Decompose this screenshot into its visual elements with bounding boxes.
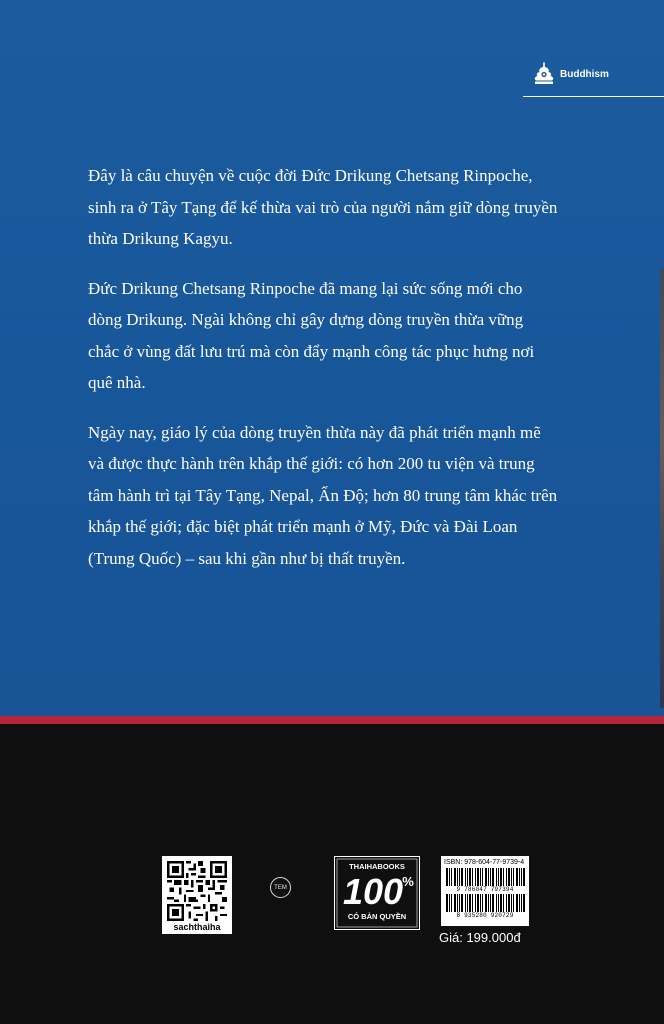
front-cover-edge [660,268,664,708]
brand-rule-line [523,96,664,97]
red-divider-band [0,716,664,724]
barcode-digits-bottom [444,912,526,919]
stupa-logo-icon [533,62,555,86]
tem-label: TEM [274,884,287,891]
barcode-number-bottom: 935280 920729 [464,912,514,919]
tem-stamp [270,877,291,898]
badge-percent: 100 [342,871,404,912]
badge-publisher: THAIHABOOKS [349,862,405,871]
series-brand-label: Buddhism [560,68,609,80]
copyright-badge [334,856,420,930]
barcode-prefix-bottom: 8 [456,912,461,919]
back-cover-blurb [88,160,558,592]
qr-code-card[interactable] [162,856,232,934]
qr-code-icon [167,861,227,921]
qr-caption: sachthaiha [173,922,221,932]
series-brand [533,62,609,86]
barcode-bottom-icon [444,894,526,912]
badge-tagline: CÓ BẢN QUYỀN [347,912,407,921]
barcode-number-top: 786047 797394 [464,886,514,893]
black-footer-band [0,724,664,1024]
blurb-paragraph: Ngày nay, giáo lý của dòng truyền thừa này đã phát triển mạnh mẽ và được thực hành trên khắp thế giới: có hơn 200 tu viện và trung tâm hành trì tại Tây Tạng, Nepal, Ấn Độ; hơn 80 trung tâm khác trên khắp thế giới; đặc biệt phát triển mạnh ở Mỹ, Đức và Đài Loan (Trung Quốc) – sau khi gần như bị thất truyền. [88,422,558,568]
blurb-paragraph: Đức Drikung Chetsang Rinpoche đã mang lại sức sống mới cho dòng Drikung. Ngài không chỉ gây dựng dòng truyền thừa vững chắc ở vùng đất lưu trú mà còn đẩy mạnh công tác phục hưng nơi quê nhà. [88,278,535,392]
blurb-paragraph: Đây là câu chuyện về cuộc đời Đức Drikung Chetsang Rinpoche, sinh ra ở Tây Tạng để kế thừa vai trò của người nắm giữ dòng truyền thừa Drikung Kagyu. [88,166,558,248]
badge-percent-sign: % [402,874,414,889]
isbn-number: ISBN: 978-604-77-9739-4 [444,859,525,866]
price-label: Giá: 199.000đ [439,930,521,945]
barcode-prefix-top: 9 [456,886,461,893]
barcode-digits-top [444,886,526,893]
barcode-top-icon [444,868,526,886]
isbn-barcode-block [441,856,529,926]
